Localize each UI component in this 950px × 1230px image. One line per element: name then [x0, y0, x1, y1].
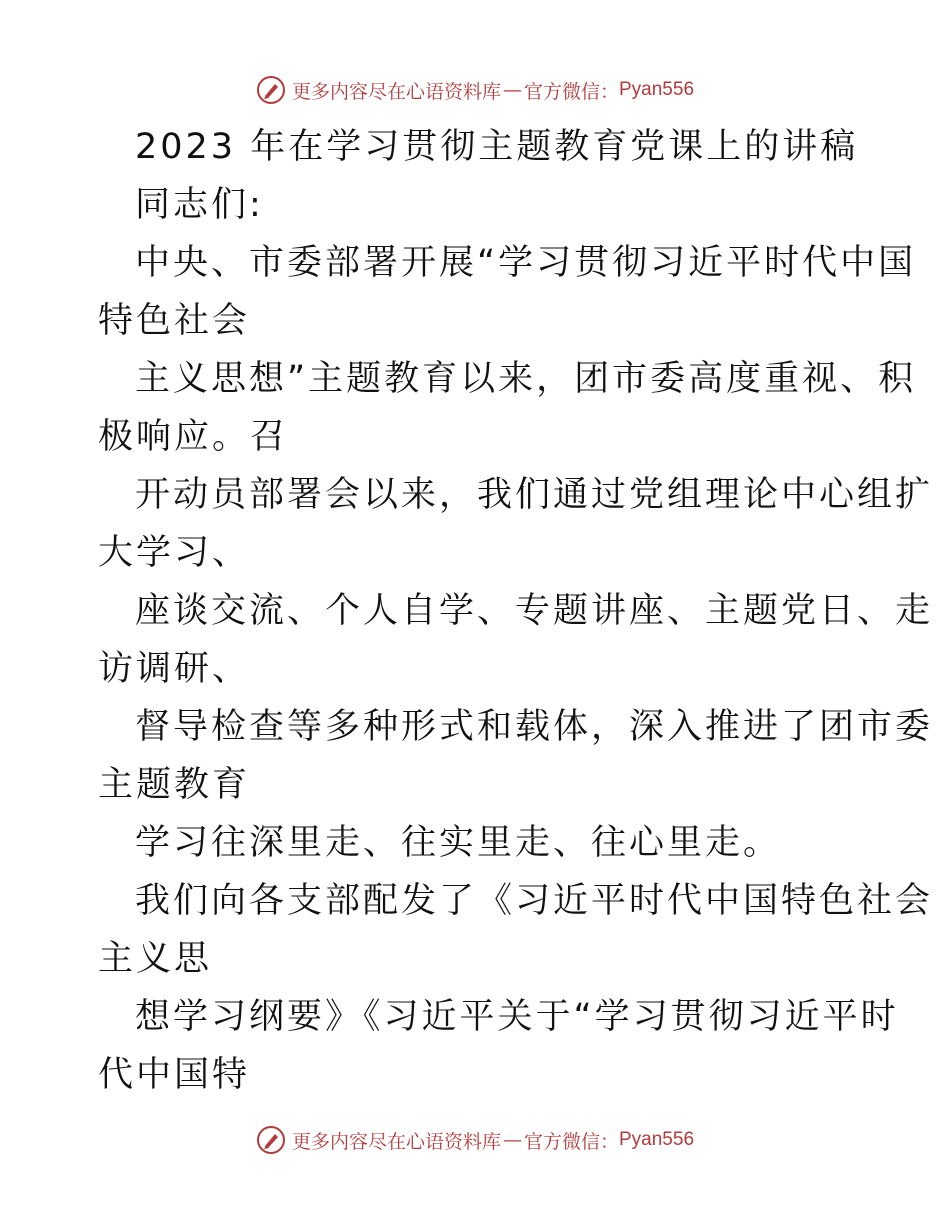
- text-line: 2023 年在学习贯彻主题教育党课上的讲稿: [135, 127, 859, 167]
- document-body: [98, 118, 934, 1104]
- text-line: 同志们:: [135, 185, 264, 225]
- text-line: 开动员部署会以来，我们通过党组理论中心组扩: [135, 475, 934, 515]
- watermark-text: 更多内容尽在心语资料库: [291, 1130, 501, 1153]
- text-line: 特色社会: [98, 301, 251, 341]
- footer-watermark: [0, 1120, 950, 1160]
- text-line: 访调研、: [98, 649, 251, 689]
- text-line: 大学习、: [98, 533, 251, 573]
- watermark-id: Pyan556: [619, 1129, 695, 1150]
- text-line: 学习往深里走、往实里走、往心里走。: [135, 823, 782, 863]
- text-line: 想学习纲要》《习近平关于“学习贯彻习近平时: [135, 997, 899, 1037]
- text-line: 中央、市委部署开展“学习贯彻习近平时代中国: [135, 243, 917, 283]
- watermark-text: 更多内容尽在心语资料库: [291, 80, 501, 103]
- pen-logo-icon: [256, 1125, 286, 1155]
- watermark-label: 官方微信：: [523, 1130, 619, 1153]
- text-line: 督导检查等多种形式和载体，深入推进了团市委: [135, 707, 934, 747]
- text-line: 主义思想”主题教育以来，团市委高度重视、积: [135, 359, 917, 399]
- text-line: 我们向各支部配发了《习近平时代中国特色社会: [135, 881, 934, 921]
- header-watermark: [0, 70, 950, 110]
- watermark-id: Pyan556: [619, 79, 695, 100]
- pen-logo-icon: [256, 75, 286, 105]
- text-line: 主义思: [98, 939, 213, 979]
- watermark-label: 官方微信：: [523, 80, 619, 103]
- text-line: 极响应。召: [98, 417, 289, 457]
- text-line: 代中国特: [98, 1055, 251, 1095]
- text-line: 主题教育: [98, 765, 251, 805]
- text-line: 座谈交流、个人自学、专题讲座、主题党日、走: [135, 591, 934, 631]
- watermark-dash: —: [502, 79, 522, 101]
- watermark-dash: —: [502, 1129, 522, 1151]
